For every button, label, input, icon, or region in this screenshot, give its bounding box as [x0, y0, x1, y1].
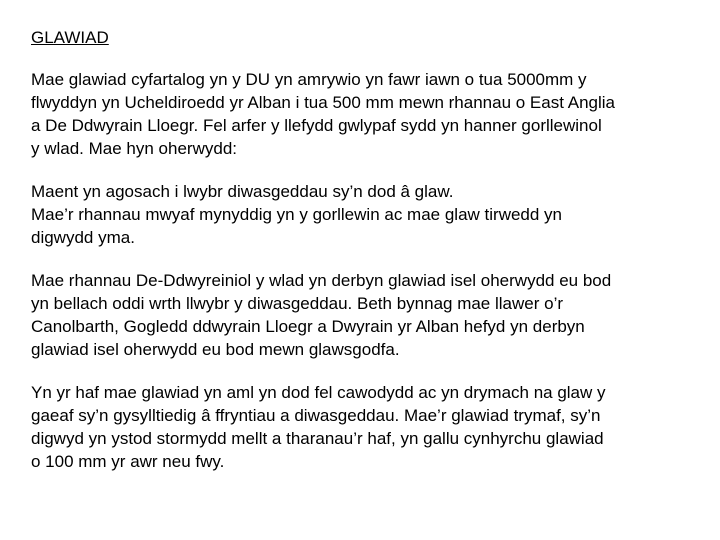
paragraph-line: flwyddyn yn Ucheldiroedd yr Alban i tua 500 mm mewn rhannau o East Anglia — [31, 93, 615, 112]
paragraph-line: gaeaf sy’n gysylltiedig â ffryntiau a diwasgeddau. Mae’r glawiad trymaf, sy’n — [31, 406, 601, 425]
paragraph-line: Mae rhannau De-Ddwyreiniol y wlad yn derbyn glawiad isel oherwydd eu bod — [31, 271, 612, 290]
paragraph-intro — [31, 68, 701, 160]
paragraph-line: a De Ddwyrain Lloegr. Fel arfer y llefydd gwlypaf sydd yn hanner gorllewinol — [31, 116, 602, 135]
paragraph-line: Mae’r rhannau mwyaf mynyddig yn y gorllewin ac mae glaw tirwedd yn — [31, 205, 563, 224]
paragraph-line: Yn yr haf mae glawiad yn aml yn dod fel cawodydd ac yn drymach na glaw y — [31, 383, 606, 402]
document-title: GLAWIAD — [31, 28, 109, 47]
paragraph-line: Mae glawiad cyfartalog yn y DU yn amrywio yn fawr iawn o tua 5000mm y — [31, 70, 587, 89]
paragraph-line: y wlad. Mae hyn oherwydd: — [31, 139, 237, 158]
paragraph-line: glawiad isel oherwydd eu bod mewn glawsgodfa. — [31, 340, 400, 359]
document-page — [31, 27, 701, 493]
paragraph-line: Canolbarth, Gogledd ddwyrain Lloegr a Dwyrain yr Alban hefyd yn derbyn — [31, 317, 585, 336]
paragraph-southeast — [31, 269, 701, 361]
paragraph-line: Maent yn agosach i lwybr diwasgeddau sy’n dod â glaw. — [31, 182, 454, 201]
paragraph-reasons — [31, 180, 701, 249]
paragraph-line: o 100 mm yr awr neu fwy. — [31, 452, 225, 471]
paragraph-line: yn bellach oddi wrth llwybr y diwasgeddau. Beth bynnag mae llawer o’r — [31, 294, 564, 313]
paragraph-line: digwyd yn ystod stormydd mellt a tharanau’r haf, yn gallu cynhyrchu glawiad — [31, 429, 604, 448]
paragraph-summer — [31, 381, 701, 473]
paragraph-line: digwydd yma. — [31, 228, 135, 247]
